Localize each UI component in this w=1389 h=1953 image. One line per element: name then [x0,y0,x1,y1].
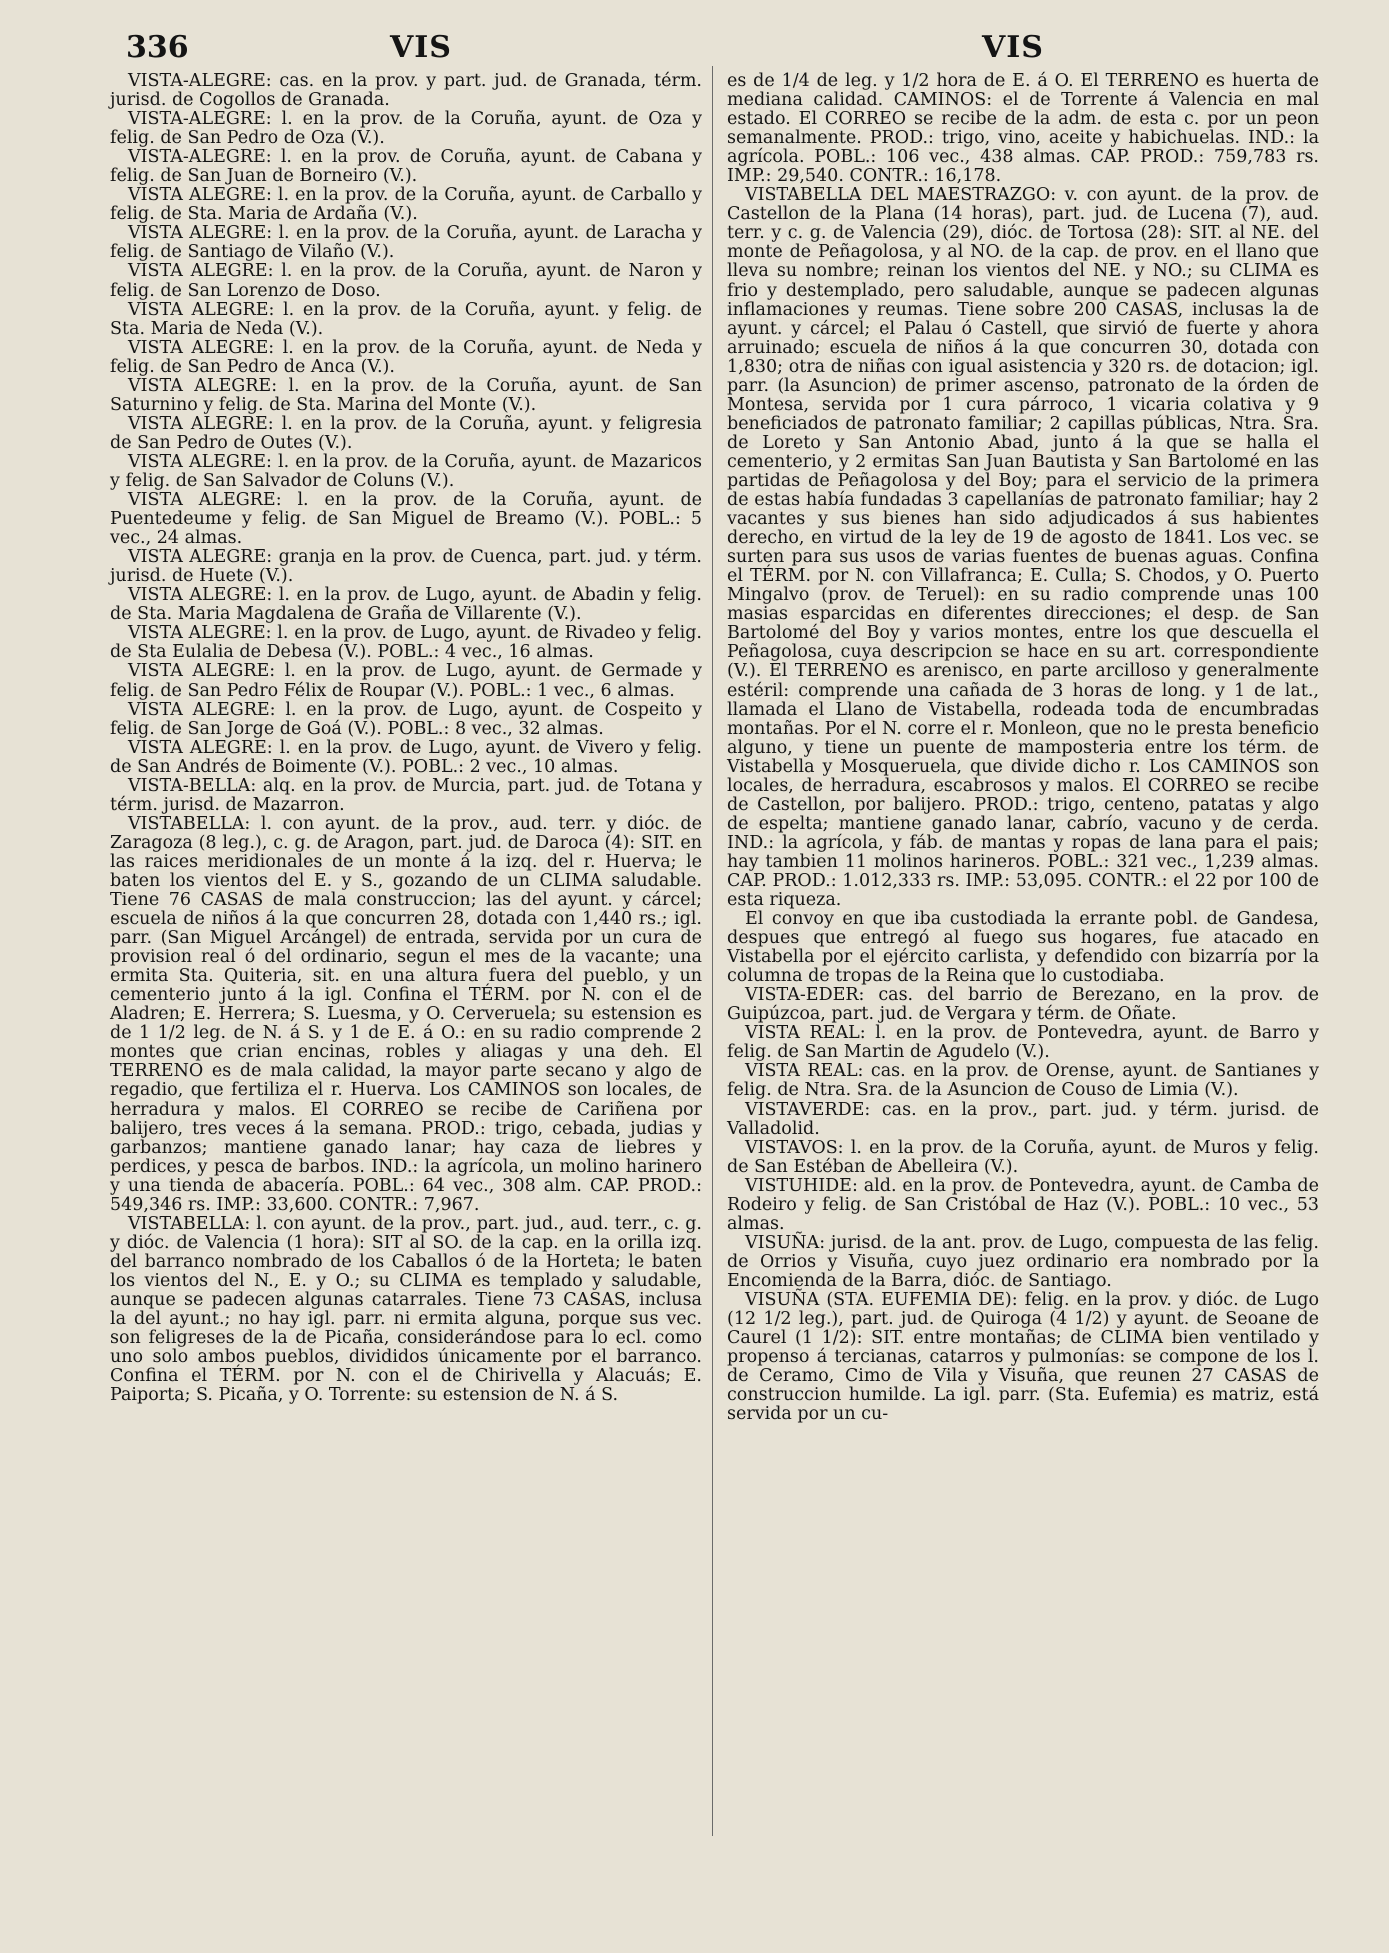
entry: VISTA ALEGRE: l. en la prov. de la Coruña, ayunt. de San Saturnino y felig. de Sta. Marina del Monte (V.). [110,375,702,415]
entry: VISTA ALEGRE: l. en la prov. de la Coruña, ayunt. y felig. de Sta. Maria de Neda (V.). [110,299,702,339]
left-running-head: VIS [390,30,452,65]
entry: VISTA ALEGRE: l. en la prov. de la Coruña, ayunt. y feligresia de San Pedro de Outes (V.). [110,413,702,453]
entry: El convoy en que iba custodiada la errante pobl. de Gandesa, despues que entregó al fuego sus hogares, fue atacado en Vistabella por el ejército carlista, y defendido con bizarría por la columna de tropas de la Reina que lo custodiaba. [727,909,1319,987]
entry: VISTA-ALEGRE: l. en la prov. de Coruña, ayunt. de Cabana y felig. de San Juan de Borneiro (V.). [110,147,702,187]
right-running-head: VIS [982,30,1044,65]
entry: VISTA ALEGRE: l. en la prov. de Lugo, ayunt. de Germade y felig. de San Pedro Félix de Roupar (V.). POBL.: 1 vec., 6 almas. [110,661,702,701]
entry: VISTA REAL: cas. en la prov. de Orense, ayunt. de Santianes y felig. de Ntra. Sra. de la Asuncion de Couso de Limia (V.). [727,1061,1319,1101]
entry: VISTA ALEGRE: l. en la prov. de la Coruña, ayunt. de Laracha y felig. de Santiago de Vilaño (V.). [110,223,702,263]
entry: VISTA ALEGRE: l. en la prov. de Lugo, ayunt. de Rivadeo y felig. de Sta Eulalia de Debesa (V.). POBL.: 4 vec., 16 almas. [110,623,702,663]
entry: VISTA-ALEGRE: l. en la prov. de la Coruña, ayunt. de Oza y felig. de San Pedro de Oza (V.). [110,109,702,149]
column-divider [712,66,713,1836]
entry-continuation: es de 1/4 de leg. y 1/2 hora de E. á O. El TERRENO es huerta de mediana calidad. CAMINOS: el de Torrente á Valencia en mal estado. El CORREO se recibe de la adm. de esta c. por un peon semanalmente. PROD.: trigo, vino, aceite y habichuelas. IND.: la agrícola. POBL.: 106 vec., 438 almas. CAP. PROD.: 759,783 rs. IMP.: 29,540. CONTR.: 16,178. [727,71,1319,187]
entry: VISTA-EDER: cas. del barrio de Berezano, en la prov. de Guipúzcoa, part. jud. de Vergara y térm. de Oñate. [727,985,1319,1025]
entry: VISTA ALEGRE: granja en la prov. de Cuenca, part. jud. y térm. jurisd. de Huete (V.). [110,547,702,587]
entry: VISTA ALEGRE: l. en la prov. de la Coruña, ayunt. de Naron y felig. de San Lorenzo de Doso. [110,261,702,301]
entry: VISTA ALEGRE: l. en la prov. de Lugo, ayunt. de Vivero y felig. de San Andrés de Boimente (V.). POBL.: 2 vec., 10 almas. [110,737,702,777]
entry: VISTAVERDE: cas. en la prov., part. jud. y térm. jurisd. de Valladolid. [727,1099,1319,1139]
entry: VISTABELLA: l. con ayunt. de la prov., aud. terr. y dióc. de Zaragoza (8 leg.), c. g. de Aragon, part. jud. de Daroca (4): SIT. en las raices meridionales de un monte á la izq. del r. Huerva; le baten los vientos del E. y S., gozando de un CLIMA saludable. Tiene 76 CASAS de mala construccion; las del ayunt. y cárcel; escuela de niños á la que concurren 28, dotada con 1,440 rs.; igl. parr. (San Miguel Arcángel) de entrada, servida por un cura de provision real ó del ordinario, segun el mes de la vacante; una ermita Sta. Quiteria, sit. en una altura fuera del pueblo, y un cementerio junto á la igl. Confina el TÉRM. por N. con el de Aladren; E. Herrera; S. Luesma, y O. Cerveruela; su estension es de 1 1/2 leg. de N. á S. y 1 de E. á O.: en su radio comprende 2 montes que crian encinas, robles y aliagas y una deh. El TERRENO es de mala calidad, la mayor parte secano y algo de regadio, que fertiliza el r. Huerva. Los CAMINOS son locales, de herradura y malos. El CORREO se recibe de Cariñena por balijero, tres veces á la semana. PROD.: trigo, cebada, judias y garbanzos; mantiene ganado lanar; hay caza de liebres y perdices, y pesca de barbos. IND.: la agrícola, un molino harinero y una tienda de abacería. POBL.: 64 vec., 308 alm. CAP. PROD.: 549,346 rs. IMP.: 33,600. CONTR.: 7,967. [110,813,702,1215]
entry: VISTA ALEGRE: l. en la prov. de la Coruña, ayunt. de Mazaricos y felig. de San Salvador de Coluns (V.). [110,451,702,491]
right-column [727,72,1319,1424]
entry: VISTA ALEGRE: l. en la prov. de la Coruña, ayunt. de Carballo y felig. de Sta. Maria de Ardaña (V.). [110,185,702,225]
entry: VISTA ALEGRE: l. en la prov. de Lugo, ayunt. de Cospeito y felig. de San Jorge de Goá (V.). POBL.: 8 vec., 32 almas. [110,699,702,739]
entry: VISTABELLA DEL MAESTRAZGO: v. con ayunt. de la prov. de Castellon de la Plana (14 horas), part. jud. de Lucena (7), aud. terr. y c. g. de Valencia (29), dióc. de Tortosa (28): SIT. al NE. del monte de Peñagolosa, y al NO. de la cap. de prov. en el llano que lleva su nombre; reinan los vientos del NE. y NO.; su CLIMA es frio y destemplado, pero saludable, aunque se padecen algunas inflamaciones y reumas. Tiene sobre 200 CASAS, inclusas la de ayunt. y cárcel; el Palau ó Castell, que sirvió de fuerte y ahora arruinado; escuela de niños á la que concurren 30, dotada con 1,830; otra de niñas con igual asistencia y 320 rs. de dotacion; igl. parr. (la Asuncion) de primer ascenso, patronato de la órden de Montesa, servida por 1 cura párroco, 1 vicaria colativa y 9 beneficiados de patronato familiar; 2 capillas públicas, Ntra. Sra. de Loreto y San Antonio Abad, junto á la que se halla el cementerio, y 2 ermitas San Juan Bautista y San Bartolomé en las partidas de Peñagolosa y del Boy; para el servicio de la primera de estas había fundadas 3 capellanías de patronato familiar; hay 2 vacantes y sus bienes han sido adjudicados á sus habientes derecho, en virtud de la ley de 19 de agosto de 1841. Los vec. se surten para sus usos de varias fuentes de buenas aguas. Confina el TÉRM. por N. con Villafranca; E. Culla; S. Chodos, y O. Puerto Mingalvo (prov. de Teruel): en su radio comprende unas 100 masias esparcidas en diferentes direcciones; el desp. de San Bartolomé del Boy y varios montes, entre los que descuella el Peñagolosa, cuya descripcion se hace en su art. correspondiente (V.). El TERRENO es arenisco, en parte arcilloso y generalmente estéril: comprende una cañada de 3 horas de long. y 1 de lat., llamada el Llano de Vistabella, rodeada toda de encumbradas montañas. Por el N. corre el r. Monleon, que no le presta beneficio alguno, y tiene un puente de mamposteria entre los térm. de Vistabella y Mosqueruela, que divide dicho r. Los CAMINOS son locales, de herradura, escabrosos y malos. El CORREO se recibe de Castellon, por balijero. PROD.: trigo, centeno, patatas y algo de espelta; mantiene ganado lanar, cabrío, vacuno y de cerda. IND.: la agrícola, y fáb. de mantas y ropas de lana para el pais; hay tambien 11 molinos harineros. POBL.: 321 vec., 1,239 almas. CAP. PROD.: 1.012,333 rs. IMP.: 53,095. CONTR.: el 22 por 100 de esta riqueza. [727,185,1319,911]
entry: VISTA ALEGRE: l. en la prov. de la Coruña, ayunt. de Neda y felig. de San Pedro de Anca (V.). [110,337,702,377]
entry: VISUÑA (STA. EUFEMIA DE): felig. en la prov. y dióc. de Lugo (12 1/2 leg.), part. jud. de Quiroga (4 1/2) y ayunt. de Seoane de Caurel (1 1/2): SIT. entre montañas; de CLIMA bien ventilado y propenso á tercianas, catarros y pulmonías: se compone de los l. de Ceramo, Cimo de Vila y Visuña, que reunen 27 CASAS de construccion humilde. La igl. parr. (Sta. Eufemia) es matriz, está servida por un cu- [727,1290,1319,1425]
entry: VISTA-ALEGRE: cas. en la prov. y part. jud. de Granada, térm. jurisd. de Cogollos de Granada. [110,71,702,111]
entry: VISTAVOS: l. en la prov. de la Coruña, ayunt. de Muros y felig. de San Estéban de Abelleira (V.). [727,1137,1319,1177]
entry: VISTA ALEGRE: l. en la prov. de la Coruña, ayunt. de Puentedeume y felig. de San Miguel de Breamo (V.). POBL.: 5 vec., 24 almas. [110,490,702,549]
entry: VISTUHIDE: ald. en la prov. de Pontevedra, ayunt. de Camba de Rodeiro y felig. de San Cristóbal de Haz (V.). POBL.: 10 vec., 53 almas. [727,1175,1319,1234]
entry: VISUÑA: jurisd. de la ant. prov. de Lugo, compuesta de las felig. de Orrios y Visuña, cuyo juez ordinario era nombrado por la Encomienda de la Barra, dióc. de Santiago. [727,1232,1319,1291]
left-column [110,72,702,1405]
entry: VISTA-BELLA: alq. en la prov. de Murcia, part. jud. de Totana y térm. jurisd. de Mazarron. [110,775,702,815]
entry: VISTA REAL: l. en la prov. de Pontevedra, ayunt. de Barro y felig. de San Martin de Agudelo (V.). [727,1023,1319,1063]
entry: VISTABELLA: l. con ayunt. de la prov., part. jud., aud. terr., c. g. y dióc. de Valencia (1 hora): SIT al SO. de la cap. en la orilla izq. del barranco nombrado de los Caballos ó de la Horteta; le baten los vientos del N., E. y O.; su CLIMA es templado y saludable, aunque se padecen algunas catarrales. Tiene 73 CASAS, inclusa la del ayunt.; no hay igl. parr. ni ermita alguna, porque sus vec. son feligreses de la de Picaña, considerándose para lo ecl. como uno solo ambos pueblos, divididos únicamente por el barranco. Confina el TÉRM. por N. con el de Chirivella y Alacuás; E. Paiporta; S. Picaña, y O. Torrente: su estension de N. á S. [110,1213,702,1406]
page-header [0,30,1389,70]
page-number: 336 [126,30,189,65]
entry: VISTA ALEGRE: l. en la prov. de Lugo, ayunt. de Abadin y felig. de Sta. Maria Magdalena de Graña de Villarente (V.). [110,585,702,625]
